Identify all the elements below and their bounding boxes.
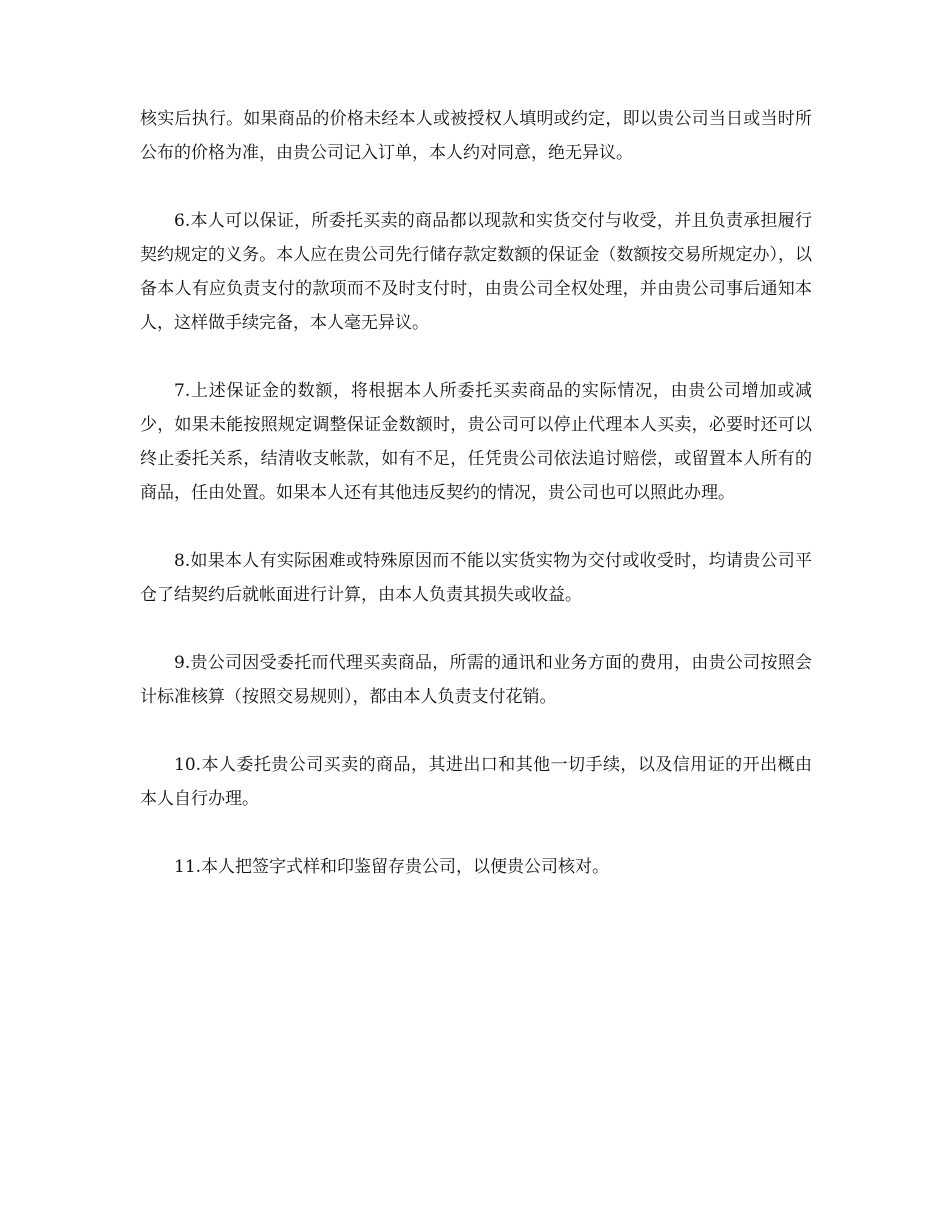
- paragraph-9: 9.贵公司因受委托而代理买卖商品，所需的通讯和业务方面的费用，由贵公司按照会计标准核算（按照交易规则），都由本人负责支付花销。: [140, 653, 812, 707]
- paragraph-gap: [140, 170, 812, 204]
- document-body: [140, 102, 812, 884]
- paragraph-8: 8.如果本人有实际困难或特殊原因而不能以实货实物为交付或收受时，均请贵公司平仓了结契约后就帐面进行计算，由本人负责其损失或收益。: [140, 551, 812, 605]
- paragraph-gap: [140, 612, 812, 646]
- paragraph-gap: [140, 714, 812, 748]
- paragraph-10: 10.本人委托贵公司买卖的商品，其进出口和其他一切手续，以及信用证的开出概由本人自行办理。: [140, 755, 812, 809]
- paragraph-gap: [140, 816, 812, 850]
- paragraph-gap: [140, 340, 812, 374]
- paragraph-5-continued: 核实后执行。如果商品的价格未经本人或被授权人填明或约定，即以贵公司当日或当时所公布的价格为准，由贵公司记入订单，本人约对同意，绝无异议。: [140, 109, 812, 163]
- paragraph-6: 6.本人可以保证，所委托买卖的商品都以现款和实货交付与收受，并且负责承担履行契约规定的义务。本人应在贵公司先行储存款定数额的保证金（数额按交易所规定办），以备本人有应负责支付的款项而不及时支付时，由贵公司全权处理，并由贵公司事后通知本人，这样做手续完备，本人毫无异议。: [140, 211, 812, 333]
- paragraph-gap: [140, 510, 812, 544]
- paragraph-11: 11.本人把签字式样和印鉴留存贵公司，以便贵公司核对。: [174, 857, 610, 877]
- paragraph-7: 7.上述保证金的数额，将根据本人所委托买卖商品的实际情况，由贵公司增加或减少，如果未能按照规定调整保证金数额时，贵公司可以停止代理本人买卖，必要时还可以终止委托关系，结清收支帐款，如有不足，任凭贵公司依法追讨赔偿，或留置本人所有的商品，任由处置。如果本人还有其他违反契约的情况，贵公司也可以照此办理。: [140, 381, 812, 503]
